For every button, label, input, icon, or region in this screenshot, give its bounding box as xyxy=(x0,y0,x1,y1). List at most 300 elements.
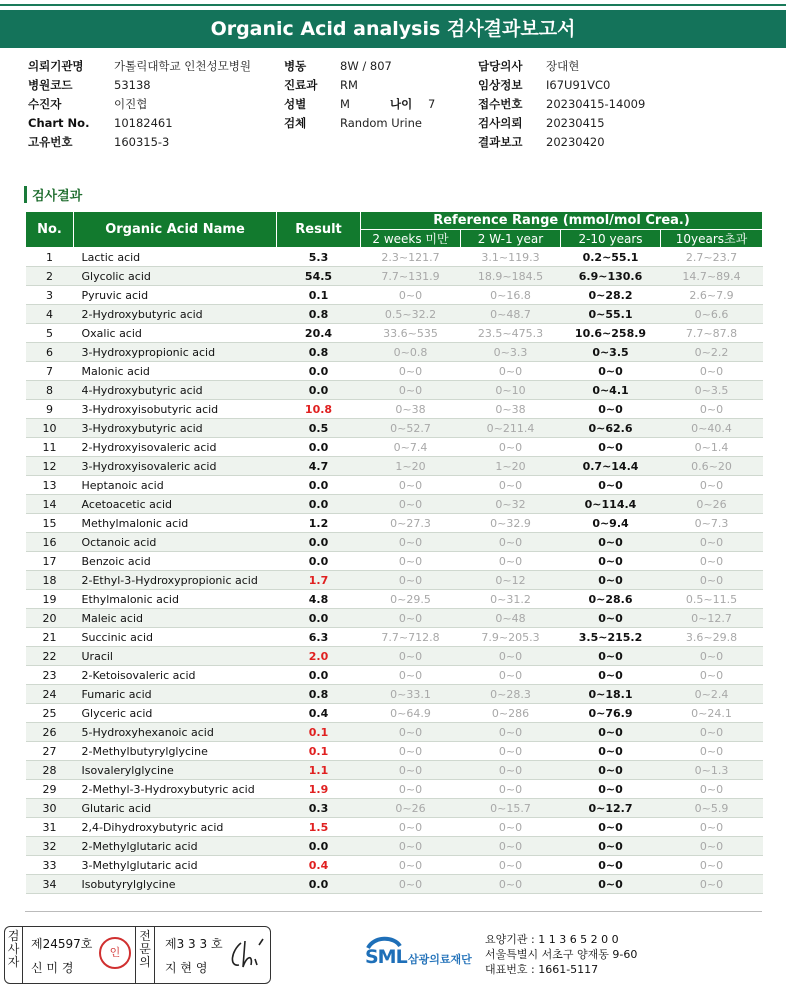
result-value: 0.1 xyxy=(277,286,361,305)
table-row xyxy=(26,704,763,723)
reference-range: 0~3.5 xyxy=(561,343,661,362)
reference-range: 0~0 xyxy=(461,856,561,875)
acid-name: 2-Methyl-3-Hydroxybutyric acid xyxy=(74,780,277,799)
result-value: 0.0 xyxy=(277,875,361,894)
reference-range: 0~0 xyxy=(361,837,461,856)
row-no: 22 xyxy=(26,647,74,666)
header-range-2w-1y: 2 W-1 year xyxy=(461,230,561,248)
info-row xyxy=(478,76,645,95)
result-value: 0.0 xyxy=(277,381,361,400)
acid-name: 3-Hydroxypropionic acid xyxy=(74,343,277,362)
info-row xyxy=(478,57,645,76)
reference-range: 0~0 xyxy=(461,723,561,742)
reference-range: 0~0 xyxy=(661,571,763,590)
reference-range: 7.7~712.8 xyxy=(361,628,461,647)
info-value: 이진협 xyxy=(114,97,148,111)
reference-range: 0~16.8 xyxy=(461,286,561,305)
reference-range: 0~0 xyxy=(361,666,461,685)
table-row xyxy=(26,818,763,837)
table-row xyxy=(26,628,763,647)
info-key: 고유번호 xyxy=(28,135,73,149)
table-row xyxy=(26,761,763,780)
result-value: 0.0 xyxy=(277,495,361,514)
reference-range: 0~0 xyxy=(361,381,461,400)
acid-name: 2,4-Dihydroxybutyric acid xyxy=(74,818,277,837)
table-row xyxy=(26,590,763,609)
table-row xyxy=(26,438,763,457)
reference-range: 0~0 xyxy=(661,533,763,552)
row-no: 12 xyxy=(26,457,74,476)
acid-name: Isovalerylglycine xyxy=(74,761,277,780)
reference-range: 18.9~184.5 xyxy=(461,267,561,286)
reference-range: 7.9~205.3 xyxy=(461,628,561,647)
reference-range: 0~0 xyxy=(561,533,661,552)
header-range-over-10y: 10years초과 xyxy=(661,230,763,248)
reference-range: 0~0 xyxy=(361,647,461,666)
table-row xyxy=(26,248,763,267)
reference-range: 0~32.9 xyxy=(461,514,561,533)
row-no: 14 xyxy=(26,495,74,514)
info-column-2 xyxy=(284,57,435,133)
reference-range: 0~114.4 xyxy=(561,495,661,514)
acid-name: Maleic acid xyxy=(74,609,277,628)
result-value: 1.2 xyxy=(277,514,361,533)
reference-range: 0~0 xyxy=(561,818,661,837)
row-no: 27 xyxy=(26,742,74,761)
row-no: 18 xyxy=(26,571,74,590)
row-no: 30 xyxy=(26,799,74,818)
result-value: 0.0 xyxy=(277,837,361,856)
examiner-label: 검 사 자 xyxy=(5,927,23,983)
result-value: 2.0 xyxy=(277,647,361,666)
reference-range: 0~0 xyxy=(661,647,763,666)
result-value: 1.1 xyxy=(277,761,361,780)
reference-range: 0~24.1 xyxy=(661,704,763,723)
reference-range: 1~20 xyxy=(461,457,561,476)
acid-name: Uracil xyxy=(74,647,277,666)
footer xyxy=(0,922,786,990)
reference-range: 0~40.4 xyxy=(661,419,763,438)
result-value: 0.1 xyxy=(277,742,361,761)
reference-range: 0~0 xyxy=(461,761,561,780)
reference-range: 0~29.5 xyxy=(361,590,461,609)
reference-range: 6.9~130.6 xyxy=(561,267,661,286)
section-marker xyxy=(24,186,27,203)
result-value: 0.0 xyxy=(277,438,361,457)
age-key: 나이 xyxy=(390,97,413,111)
info-key: 결과보고 xyxy=(478,135,523,149)
info-key: 병동 xyxy=(284,59,307,73)
contact-line-1: 요양기관 : 1 1 3 6 5 2 0 0 xyxy=(485,933,619,946)
acid-name: Lactic acid xyxy=(74,248,277,267)
table-row xyxy=(26,742,763,761)
info-row xyxy=(478,133,645,152)
table-row xyxy=(26,343,763,362)
row-no: 23 xyxy=(26,666,74,685)
reference-range: 0~0 xyxy=(561,476,661,495)
result-value: 0.0 xyxy=(277,533,361,552)
contact-line-3: 대표번호 : 1661-5117 xyxy=(485,963,599,976)
reference-range: 7.7~87.8 xyxy=(661,324,763,343)
table-row xyxy=(26,324,763,343)
reference-range: 3.5~215.2 xyxy=(561,628,661,647)
info-key: 성별 xyxy=(284,97,307,111)
reference-range: 0~0 xyxy=(561,742,661,761)
row-no: 32 xyxy=(26,837,74,856)
reference-range: 0~0 xyxy=(461,837,561,856)
reference-range: 0~0 xyxy=(661,780,763,799)
info-column-1 xyxy=(28,57,251,152)
table-row xyxy=(26,552,763,571)
org-name: 삼광의료재단 xyxy=(408,953,472,966)
result-value: 4.7 xyxy=(277,457,361,476)
acid-name: 5-Hydroxyhexanoic acid xyxy=(74,723,277,742)
row-no: 11 xyxy=(26,438,74,457)
reference-range: 0~0 xyxy=(561,780,661,799)
reference-range: 0~0 xyxy=(461,647,561,666)
reference-range: 0~0 xyxy=(461,552,561,571)
row-no: 33 xyxy=(26,856,74,875)
logo-text: SML xyxy=(365,946,407,968)
examiner-name: 신 미 경 xyxy=(31,961,74,975)
reference-range: 0~48.7 xyxy=(461,305,561,324)
header-reference: Reference Range (mmol/mol Crea.) xyxy=(361,212,763,230)
reference-range: 0~0 xyxy=(561,362,661,381)
table-row xyxy=(26,837,763,856)
info-column-3 xyxy=(478,57,645,152)
table-row xyxy=(26,799,763,818)
reference-range: 0~0 xyxy=(661,856,763,875)
reference-range: 0~1.3 xyxy=(661,761,763,780)
acid-name: 2-Hydroxybutyric acid xyxy=(74,305,277,324)
info-key: 검체 xyxy=(284,116,307,130)
reference-range: 0~0 xyxy=(661,476,763,495)
result-table xyxy=(25,211,763,894)
contact-line-2: 서울특별시 서초구 양재동 9-60 xyxy=(485,948,638,961)
reference-range: 0~0 xyxy=(661,552,763,571)
info-row xyxy=(28,95,251,114)
reference-range: 0~0 xyxy=(361,723,461,742)
reference-range: 0~3.5 xyxy=(661,381,763,400)
table-row xyxy=(26,495,763,514)
row-no: 25 xyxy=(26,704,74,723)
info-value: I67U91VC0 xyxy=(546,78,611,92)
table-row xyxy=(26,685,763,704)
reference-range: 0~12.7 xyxy=(561,799,661,818)
reference-range: 1~20 xyxy=(361,457,461,476)
reference-range: 0~0 xyxy=(561,666,661,685)
reference-range: 0~0 xyxy=(461,875,561,894)
acid-name: 2-Ketoisovaleric acid xyxy=(74,666,277,685)
reference-range: 0~26 xyxy=(361,799,461,818)
header-range-under-2w: 2 weeks 미만 xyxy=(361,230,461,248)
result-value: 0.0 xyxy=(277,609,361,628)
info-value: Random Urine xyxy=(340,116,422,130)
table-row xyxy=(26,476,763,495)
result-value: 10.8 xyxy=(277,400,361,419)
info-value: 20230420 xyxy=(546,135,605,149)
info-row xyxy=(284,95,435,114)
result-value: 0.0 xyxy=(277,476,361,495)
reference-range: 0~3.3 xyxy=(461,343,561,362)
result-value: 1.9 xyxy=(277,780,361,799)
reference-range: 0~211.4 xyxy=(461,419,561,438)
reference-range: 0~0 xyxy=(661,400,763,419)
info-row xyxy=(284,57,435,76)
acid-name: Glyceric acid xyxy=(74,704,277,723)
table-row xyxy=(26,533,763,552)
reference-range: 0~2.4 xyxy=(661,685,763,704)
reference-range: 0~0 xyxy=(361,533,461,552)
acid-name: 2-Hydroxyisovaleric acid xyxy=(74,438,277,457)
approver-name: 지 현 영 xyxy=(165,961,208,975)
table-row xyxy=(26,457,763,476)
table-row xyxy=(26,286,763,305)
acid-name: Pyruvic acid xyxy=(74,286,277,305)
reference-range: 0~0 xyxy=(561,761,661,780)
result-value: 20.4 xyxy=(277,324,361,343)
header-no: No. xyxy=(26,212,74,248)
result-value: 5.3 xyxy=(277,248,361,267)
reference-range: 0~55.1 xyxy=(561,305,661,324)
info-value: 8W / 807 xyxy=(340,59,392,73)
reference-range: 0~7.3 xyxy=(661,514,763,533)
header-name: Organic Acid Name xyxy=(74,212,277,248)
reference-range: 0.5~32.2 xyxy=(361,305,461,324)
table-row xyxy=(26,514,763,533)
reference-range: 0~0 xyxy=(561,647,661,666)
row-no: 8 xyxy=(26,381,74,400)
reference-range: 14.7~89.4 xyxy=(661,267,763,286)
contact-info xyxy=(485,932,637,977)
row-no: 4 xyxy=(26,305,74,324)
approver-label: 전 문 의 xyxy=(135,927,155,983)
section-title: 검사결과 xyxy=(32,189,83,204)
reference-range: 0.6~20 xyxy=(661,457,763,476)
reference-range: 0~0 xyxy=(561,837,661,856)
info-row xyxy=(28,114,251,133)
result-value: 0.1 xyxy=(277,723,361,742)
info-row xyxy=(478,95,645,114)
result-value: 0.8 xyxy=(277,305,361,324)
acid-name: 2-Methylbutyrylglycine xyxy=(74,742,277,761)
reference-range: 0~0 xyxy=(361,286,461,305)
acid-name: Octanoic acid xyxy=(74,533,277,552)
info-key: 담당의사 xyxy=(478,59,523,73)
acid-name: Isobutyrylglycine xyxy=(74,875,277,894)
reference-range: 7.7~131.9 xyxy=(361,267,461,286)
reference-range: 0~0 xyxy=(561,856,661,875)
table-row xyxy=(26,647,763,666)
acid-name: Methylmalonic acid xyxy=(74,514,277,533)
reference-range: 0~0 xyxy=(661,837,763,856)
row-no: 17 xyxy=(26,552,74,571)
row-no: 20 xyxy=(26,609,74,628)
reference-range: 0.2~55.1 xyxy=(561,248,661,267)
info-value: 가톨릭대학교 인천성모병원 xyxy=(114,59,251,73)
acid-name: Heptanoic acid xyxy=(74,476,277,495)
reference-range: 0~9.4 xyxy=(561,514,661,533)
reference-range: 0.7~14.4 xyxy=(561,457,661,476)
reference-range: 33.6~535 xyxy=(361,324,461,343)
reference-range: 0~0 xyxy=(361,571,461,590)
reference-range: 0.5~11.5 xyxy=(661,590,763,609)
reference-range: 0~33.1 xyxy=(361,685,461,704)
reference-range: 0~0 xyxy=(561,571,661,590)
reference-range: 0~2.2 xyxy=(661,343,763,362)
acid-name: 2-Ethyl-3-Hydroxypropionic acid xyxy=(74,571,277,590)
table-row xyxy=(26,875,763,894)
info-value: M xyxy=(340,97,350,111)
reference-range: 0~26 xyxy=(661,495,763,514)
row-no: 31 xyxy=(26,818,74,837)
reference-range: 0~62.6 xyxy=(561,419,661,438)
table-row xyxy=(26,381,763,400)
acid-name: Malonic acid xyxy=(74,362,277,381)
result-value: 1.5 xyxy=(277,818,361,837)
reference-range: 0~1.4 xyxy=(661,438,763,457)
result-value: 0.0 xyxy=(277,552,361,571)
result-value: 6.3 xyxy=(277,628,361,647)
info-value: 20230415 xyxy=(546,116,605,130)
info-row xyxy=(284,114,435,133)
result-value: 0.4 xyxy=(277,704,361,723)
row-no: 9 xyxy=(26,400,74,419)
examiner-license: 제24597호 xyxy=(31,937,93,951)
reference-range: 0~0 xyxy=(361,818,461,837)
info-value: 160315-3 xyxy=(114,135,170,149)
reference-range: 0~0 xyxy=(361,761,461,780)
table-row xyxy=(26,609,763,628)
info-key: 접수번호 xyxy=(478,97,523,111)
row-no: 5 xyxy=(26,324,74,343)
row-no: 2 xyxy=(26,267,74,286)
reference-range: 0~0 xyxy=(461,742,561,761)
row-no: 6 xyxy=(26,343,74,362)
acid-name: 2-Methylglutaric acid xyxy=(74,837,277,856)
table-row xyxy=(26,362,763,381)
row-no: 13 xyxy=(26,476,74,495)
acid-name: 3-Hydroxybutyric acid xyxy=(74,419,277,438)
acid-name: Acetoacetic acid xyxy=(74,495,277,514)
reference-range: 23.5~475.3 xyxy=(461,324,561,343)
reference-range: 0~0 xyxy=(661,742,763,761)
reference-range: 0~0 xyxy=(361,552,461,571)
info-key: 의뢰기관명 xyxy=(28,59,84,73)
reference-range: 0~38 xyxy=(461,400,561,419)
info-value: 53138 xyxy=(114,78,151,92)
top-rule xyxy=(0,4,786,6)
info-value: 10182461 xyxy=(114,116,173,130)
info-row xyxy=(478,114,645,133)
info-key: 진료과 xyxy=(284,78,318,92)
reference-range: 0~0 xyxy=(561,438,661,457)
acid-name: 3-Hydroxyisobutyric acid xyxy=(74,400,277,419)
table-row xyxy=(26,305,763,324)
acid-name: 3-Hydroxyisovaleric acid xyxy=(74,457,277,476)
result-value: 1.7 xyxy=(277,571,361,590)
table-row xyxy=(26,419,763,438)
reference-range: 2.6~7.9 xyxy=(661,286,763,305)
reference-range: 0~64.9 xyxy=(361,704,461,723)
approver-signature-icon xyxy=(227,937,265,973)
reference-range: 0~10 xyxy=(461,381,561,400)
info-key: 임상정보 xyxy=(478,78,523,92)
reference-range: 2.7~23.7 xyxy=(661,248,763,267)
info-key: Chart No. xyxy=(28,116,90,130)
reference-range: 0~28.2 xyxy=(561,286,661,305)
result-value: 0.3 xyxy=(277,799,361,818)
reference-range: 0~12.7 xyxy=(661,609,763,628)
reference-range: 0~28.3 xyxy=(461,685,561,704)
acid-name: Succinic acid xyxy=(74,628,277,647)
reference-range: 0~27.3 xyxy=(361,514,461,533)
reference-range: 0~0 xyxy=(661,875,763,894)
info-row xyxy=(284,76,435,95)
examiner-stamp: 인 xyxy=(99,937,131,969)
result-value: 0.0 xyxy=(277,666,361,685)
row-no: 34 xyxy=(26,875,74,894)
acid-name: 4-Hydroxybutyric acid xyxy=(74,381,277,400)
info-key: 병원코드 xyxy=(28,78,73,92)
reference-range: 0~0 xyxy=(361,875,461,894)
info-row xyxy=(28,57,251,76)
table-row xyxy=(26,780,763,799)
result-value: 0.8 xyxy=(277,685,361,704)
reference-range: 0~0 xyxy=(561,875,661,894)
reference-range: 0~12 xyxy=(461,571,561,590)
row-no: 24 xyxy=(26,685,74,704)
reference-range: 0~0 xyxy=(661,362,763,381)
row-no: 1 xyxy=(26,248,74,267)
reference-range: 0~0 xyxy=(361,495,461,514)
acid-name: Glycolic acid xyxy=(74,267,277,286)
reference-range: 3.1~119.3 xyxy=(461,248,561,267)
table-row xyxy=(26,400,763,419)
reference-range: 0~0 xyxy=(661,666,763,685)
table-end-rule xyxy=(25,911,762,912)
reference-range: 0~52.7 xyxy=(361,419,461,438)
acid-name: Glutaric acid xyxy=(74,799,277,818)
reference-range: 0~18.1 xyxy=(561,685,661,704)
reference-range: 0~0.8 xyxy=(361,343,461,362)
reference-range: 0~0 xyxy=(561,609,661,628)
reference-range: 0~7.4 xyxy=(361,438,461,457)
reference-range: 0~0 xyxy=(461,533,561,552)
reference-range: 0~32 xyxy=(461,495,561,514)
reference-range: 0~15.7 xyxy=(461,799,561,818)
reference-range: 0~76.9 xyxy=(561,704,661,723)
signature-box xyxy=(4,926,271,984)
reference-range: 0~31.2 xyxy=(461,590,561,609)
reference-range: 0~0 xyxy=(461,666,561,685)
info-row xyxy=(28,76,251,95)
reference-range: 0~0 xyxy=(361,742,461,761)
row-no: 10 xyxy=(26,419,74,438)
reference-range: 0~0 xyxy=(561,552,661,571)
approver-license: 제3 3 3 호 xyxy=(165,937,223,951)
info-value: 20230415-14009 xyxy=(546,97,646,111)
row-no: 26 xyxy=(26,723,74,742)
age-value: 7 xyxy=(428,97,436,111)
reference-range: 0~0 xyxy=(361,780,461,799)
reference-range: 0~0 xyxy=(461,818,561,837)
acid-name: 3-Methylglutaric acid xyxy=(74,856,277,875)
acid-name: Benzoic acid xyxy=(74,552,277,571)
result-value: 0.8 xyxy=(277,343,361,362)
result-value: 0.5 xyxy=(277,419,361,438)
table-row xyxy=(26,666,763,685)
